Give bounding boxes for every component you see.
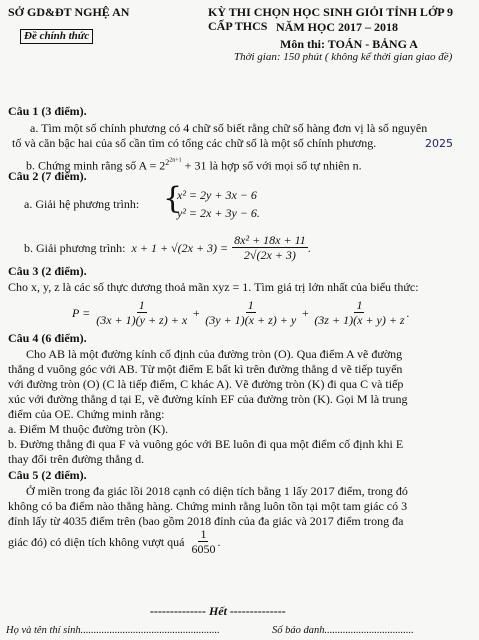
plus-sign-1: + [192,305,201,320]
exam-time: Thời gian: 150 phút ( không kể thời gian giao đề) [234,51,453,63]
fraction-2 [203,298,298,327]
question-5-end: . [217,534,221,549]
system-equation-1: x² = 2y + 3x − 6 [177,188,257,202]
candidate-number-line: Số báo danh.................................. [272,625,414,636]
question-2a-label: a. Giải hệ phương trình: [24,197,140,211]
question-4-line: xúc với đường thẳng d tại E, vẽ đường kính EF của đường tròn (K). Gọi M là trung [8,392,408,406]
question-4-line: với đường tròn (O) (C là tiếp điểm, C khác A). Vẽ đường tròn (K) đi qua C và tiếp [8,377,404,391]
question-3-text: Cho x, y, z là các số thực dương thoả mãn xyz = 1. Tìm giá trị lớn nhất của biểu thức: [8,280,419,294]
question-4a: a. Điểm M thuộc đường tròn (K). [8,422,169,436]
question-2b-numerator: 8x² + 18x + 11 [234,233,306,247]
fraction-1-numerator: 1 [138,298,145,312]
end-marker: -------------- Hết -------------- [150,604,286,618]
question-1b-post: + 31 là hợp số với mọi số tự nhiên n. [181,158,362,173]
question-5-line: không có ba điểm nào thẳng hàng. Chứng minh rằng luôn tồn tại một tam giác có 3 [8,499,408,513]
question-2b [24,233,311,262]
handwritten-answer-note: 2025 [425,137,453,150]
system-equation-2: y² = 2x + 3y − 6. [177,206,260,220]
exam-subject: Môn thi: TOÁN - BẢNG A [280,37,418,51]
question-5-line: đỉnh lấy từ 4035 điểm trên (bao gồm 2018 đỉnh của đa giác và 2017 điểm trong đa [8,514,404,528]
question-5-denominator: 6050 [191,542,216,556]
fraction-1 [94,298,189,327]
system-brace-icon: { [163,181,183,216]
expression-end: . [406,305,410,320]
question-4-title: Câu 4 (6 điểm). [8,331,87,345]
question-4-line: Cho AB là một đường kính cố định của đường tròn (O). Qua điểm A vẽ đường [26,347,403,361]
question-5-last-text: giác đó) có diện tích không vượt quá [8,534,185,549]
question-2-title: Câu 2 (7 điểm). [8,169,87,183]
fraction-3-numerator: 1 [356,298,363,312]
fraction-3-denominator: (3z + 1)(x + y) + z [314,313,405,327]
official-exam-stamp: Đề chính thức [20,29,93,44]
question-1b-exponent: 2 [165,157,170,167]
fraction-3 [312,298,406,327]
question-2b-fraction [232,233,308,262]
fraction-2-denominator: (3y + 1)(x + z) + y [205,313,297,327]
expression-p-label: P = [72,305,91,320]
question-5-last-line [8,527,220,556]
school-year: NĂM HỌC 2017 – 2018 [276,20,398,34]
question-1a-line-2: tố và căn bậc hai của số cần tìm có tổng các chữ số là một số chính phương. [12,136,377,150]
question-4-line: điểm của OE. Chứng minh rằng: [8,407,165,421]
plus-sign-2: + [301,305,310,320]
candidate-name-line: Họ và tên thí sinh..................................................... [6,625,220,636]
question-5-numerator: 1 [200,527,207,541]
question-5-fraction [189,527,217,556]
fraction-1-denominator: (3x + 1)(y + z) + x [96,313,188,327]
question-1-title: Câu 1 (3 điểm). [8,104,87,118]
question-1b-exponent-2: 2n+1 [169,157,182,163]
exam-title: KỲ THI CHỌN HỌC SINH GIỎI TỈNH LỚP 9 CẤP THCS [208,5,453,33]
question-4b-line-2: thay đổi trên đường thẳng d. [8,452,145,466]
question-1b-pre: b. Chứng minh rằng số A = 2 [26,158,166,173]
question-2b-lhs: x + 1 + √(2x + 3) = [131,240,229,255]
question-5-line: Ở miền trong đa giác lồi 2018 cạnh có diện tích bằng 1 lấy 2017 điểm, trong đó [26,484,408,498]
question-3-title: Câu 3 (2 điểm). [8,264,87,278]
question-3-expression [72,298,410,327]
fraction-2-numerator: 1 [247,298,254,312]
question-2b-label: b. Giải phương trình: [24,240,126,255]
question-4-line: thẳng d vuông góc với AB. Từ một điểm E bất kì trên đường thẳng d vẽ tiếp tuyến [8,362,403,376]
question-4b-line-1: b. Đường thẳng đi qua F và vuông góc với BE luôn đi qua một điểm cố định khi E [8,437,404,451]
question-2b-denominator: 2√(2x + 3) [243,248,296,262]
department-name: SỞ GD&ĐT NGHỆ AN [8,5,130,19]
question-2b-end: . [307,240,311,255]
question-5-title: Câu 5 (2 điểm). [8,468,87,482]
question-1a-line-1: a. Tìm một số chính phương có 4 chữ số biết rằng chữ số hàng đơn vị là số nguyên [30,121,428,135]
